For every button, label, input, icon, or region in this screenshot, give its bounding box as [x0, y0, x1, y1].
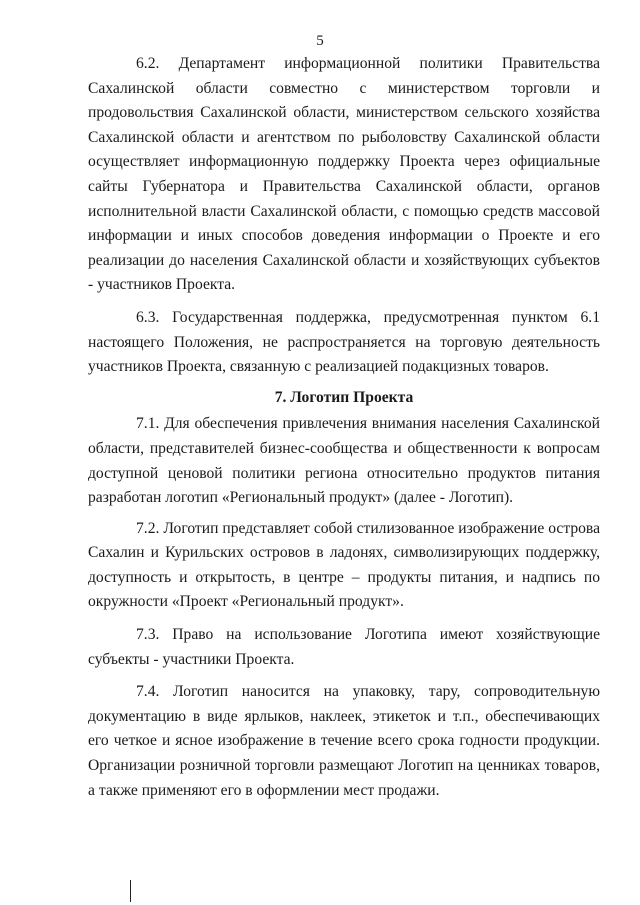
- page-number: 5: [316, 33, 324, 49]
- paragraph-6-2: 6.2. Департамент информационной политики Правительства Сахалинской области совместно с министерством торговли и продовольствия Сахалинской области, министерством сельского хозяйства Сахалинской области и агентством по рыболовству Сахалинской области осуществляет информационную поддержку Проекта через официальные сайты Губернатора и Правительства Сахалинской области, органов исполнительной власти Сахалинской области, с помощью средств массовой информации и иных способов доведения информации о Проекте и его реализации до населения Сахалинской области и хозяйствующих субъектов - участников Проекта.: [88, 55, 600, 294]
- document-body: [88, 52, 600, 803]
- scan-margin-mark: [130, 880, 131, 902]
- paragraph-7-1: 7.1. Для обеспечения привлечения внимания населения Сахалинской области, представителей бизнес-сообщества и общественности к вопросам доступной ценовой политики региона относительно продуктов питания разработан логотип «Региональный продукт» (далее - Логотип).: [88, 415, 600, 507]
- section-7-heading: 7. Логотип Проекта: [274, 388, 414, 406]
- paragraph-7-4: 7.4. Логотип наносится на упаковку, тару, сопроводительную документацию в виде ярлыков, наклеек, этикеток и т.п., обеспечивающих его четкое и ясное изображение в течение всего срока годности продукции. Организации розничной торговли размещают Логотип на ценниках товаров, а также применяют его в оформлении мест продажи.: [88, 683, 600, 799]
- paragraph-7-3: 7.3. Право на использование Логотипа имеют хозяйствующие субъекты - участники Проекта.: [88, 626, 600, 668]
- paragraph-7-2: 7.2. Логотип представляет собой стилизованное изображение острова Сахалин и Курильских островов в ладонях, символизирующих поддержку, доступность и открытость, в центре – продукты питания, и надпись по окружности «Проект «Региональный продукт».: [88, 519, 600, 611]
- paragraph-6-3: 6.3. Государственная поддержка, предусмотренная пунктом 6.1 настоящего Положения, не распространяется на торговую деятельность участников Проекта, связанную с реализацией подакцизных товаров.: [88, 308, 600, 376]
